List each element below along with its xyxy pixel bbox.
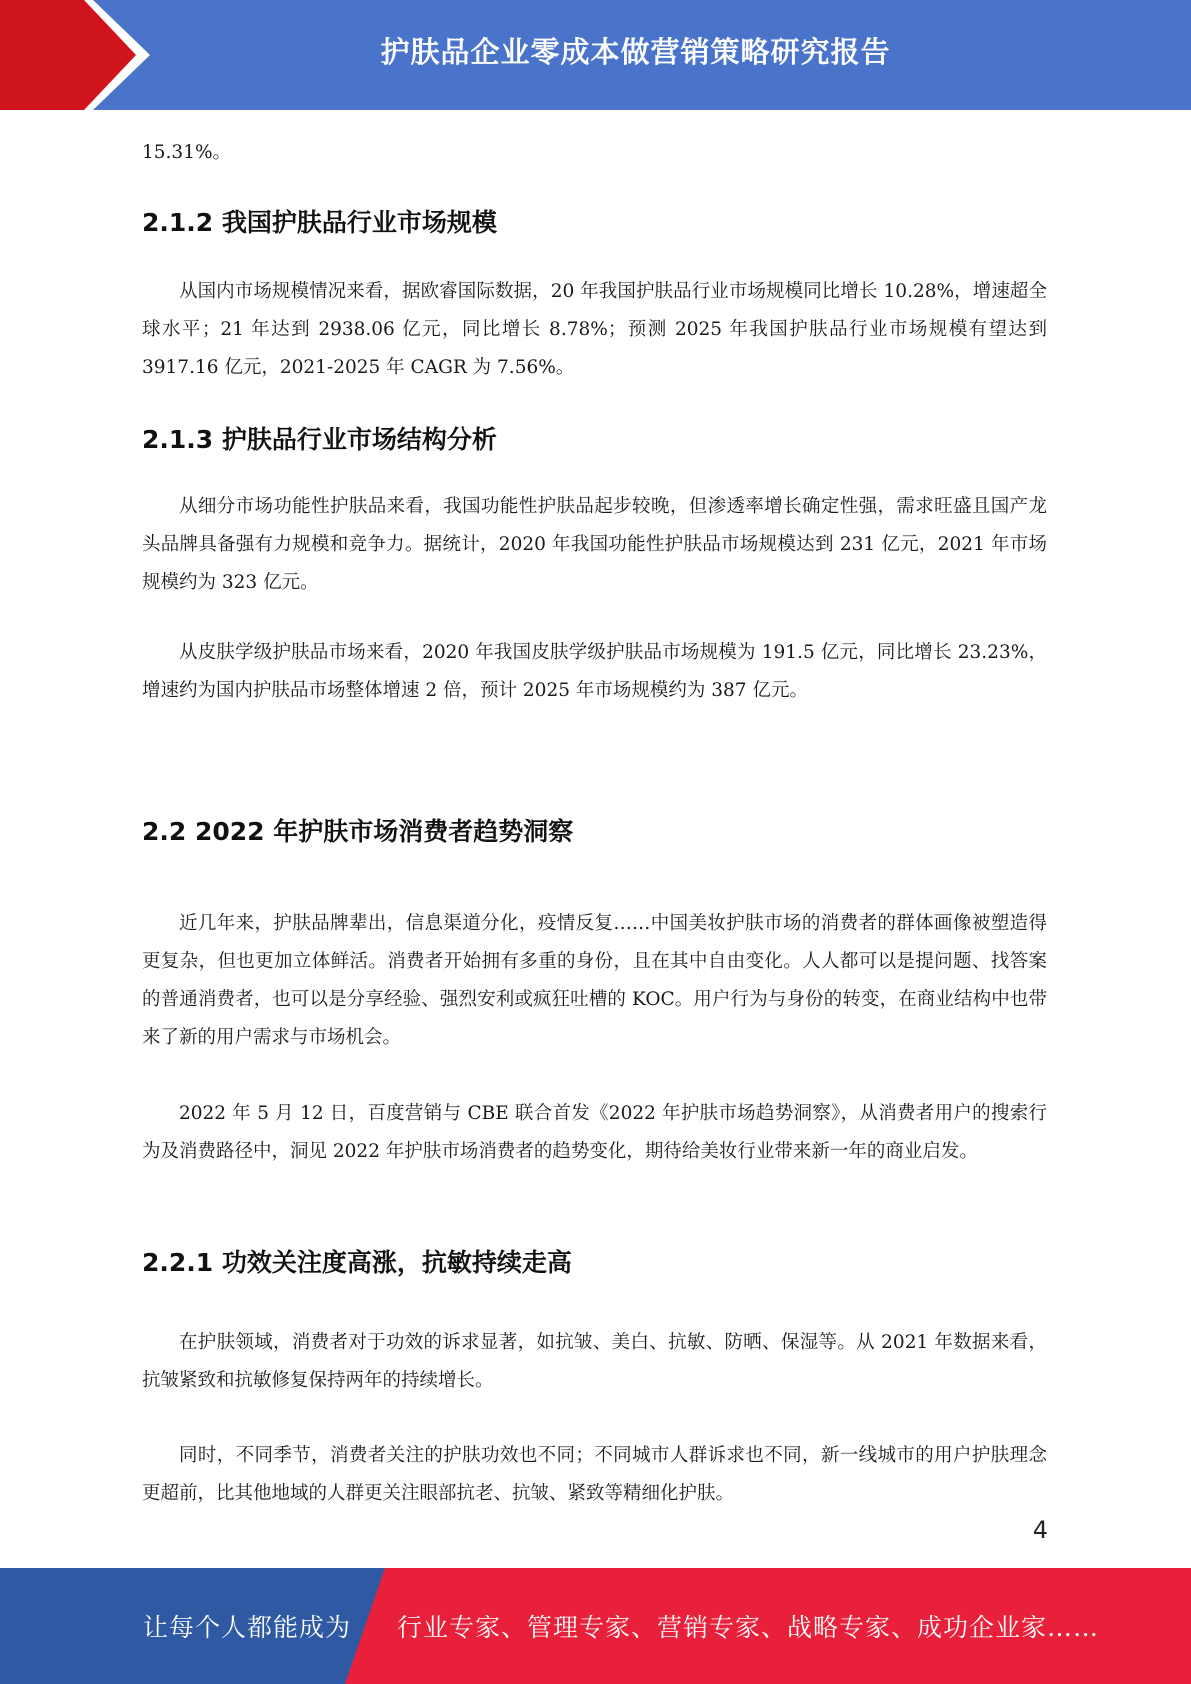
paragraph-dermatological-skincare: 从皮肤学级护肤品市场来看，2020 年我国皮肤学级护肤品市场规模为 191.5 亿元，同比增长 23.23%，增速约为国内护肤品市场整体增速 2 倍，预计 2025 年市场规模约为 387 亿元。 xyxy=(142,642,1047,701)
heading-2-2: 2.2 2022 年护肤市场消费者趋势洞察 xyxy=(142,817,574,846)
paragraph-consumer-trends: 近几年来，护肤品牌辈出，信息渠道分化，疫情反复……中国美妆护肤市场的消费者的群体画像被塑造得更复杂，但也更加立体鲜活。消费者开始拥有多重的身份，且在其中自由变化。人人都可以是提问题、找答案的普通消费者，也可以是分享经验、强烈安利或疯狂吐槽的 KOC。用户行为与身份的转变，在商业结构中也带来了新的用户需求与市场机会。 xyxy=(142,913,1047,1048)
heading-2-2-1: 2.2.1 功效关注度高涨，抗敏持续走高 xyxy=(142,1248,572,1277)
page-number: 4 xyxy=(1032,1516,1048,1544)
heading-2-1-3: 2.1.3 护肤品行业市场结构分析 xyxy=(142,425,497,454)
heading-2-1-2: 2.1.2 我国护肤品行业市场规模 xyxy=(142,208,497,237)
paragraph-baidu-cbe-report: 2022 年 5 月 12 日，百度营销与 CBE 联合首发《2022 年护肤市场趋势洞察》，从消费者用户的搜索行为及消费路径中，洞见 2022 年护肤市场消费者的趋势变化，期待给美妆行业带来新一年的商业启发。 xyxy=(142,1103,1047,1162)
footer-slogan-left: 让每个人都能成为 xyxy=(143,1613,352,1642)
header-banner xyxy=(0,0,1191,110)
paragraph-continuation: 15.31%。 xyxy=(142,142,232,163)
paragraph-functional-skincare: 从细分市场功能性护肤品来看，我国功能性护肤品起步较晚，但渗透率增长确定性强，需求旺盛且国产龙头品牌具备强有力规模和竞争力。据统计，2020 年我国功能性护肤品市场规模达到 231 亿元，2021 年市场规模约为 323 亿元。 xyxy=(142,496,1047,593)
header-red-chevron xyxy=(0,0,160,110)
paragraph-market-size: 从国内市场规模情况来看，据欧睿国际数据，20 年我国护肤品行业市场规模同比增长 10.28%，增速超全球水平；21 年达到 2938.06 亿元，同比增长 8.78%；预测 2025 年我国护肤品行业市场规模有望达到 3917.16 亿元，2021-2025 年 CAGR 为 7.56%。 xyxy=(142,281,1047,378)
footer-banner xyxy=(0,1568,1191,1684)
footer-slogan-right: 行业专家、管理专家、营销专家、战略专家、成功企业家…… xyxy=(397,1613,1100,1642)
paragraph-efficacy-focus: 在护肤领域，消费者对于功效的诉求显著，如抗皱、美白、抗敏、防晒、保湿等。从 2021 年数据来看，抗皱紧致和抗敏修复保持两年的持续增长。 xyxy=(142,1332,1047,1391)
paragraph-seasonal-city-differences: 同时，不同季节，消费者关注的护肤功效也不同；不同城市人群诉求也不同，新一线城市的用户护肤理念更超前，比其他地域的人群更关注眼部抗老、抗皱、紧致等精细化护肤。 xyxy=(142,1445,1047,1504)
header-title: 护肤品企业零成本做营销策略研究报告 xyxy=(380,34,891,69)
